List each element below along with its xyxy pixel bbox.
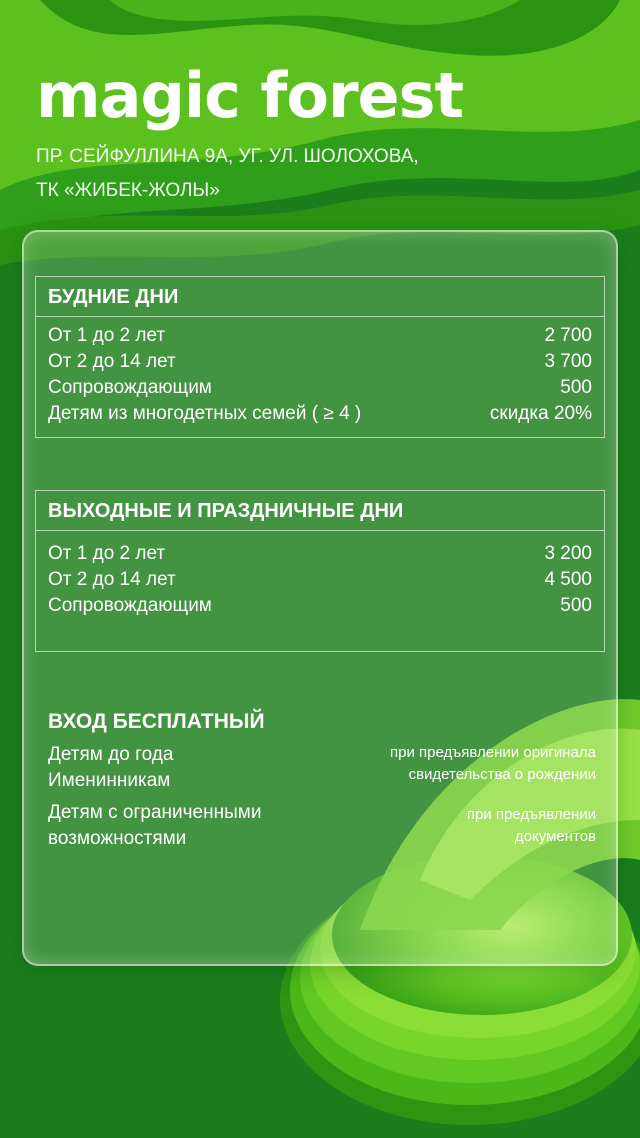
free-entry-section	[48, 706, 596, 852]
free-entry-heading: ВХОД БЕСПЛАТНЫЙ	[48, 710, 265, 733]
price-row	[36, 567, 604, 593]
price-row-value: 3 200	[544, 543, 592, 564]
price-row	[36, 349, 604, 375]
address	[36, 140, 596, 208]
free-entry-group	[48, 742, 596, 794]
price-row-value: 3 700	[544, 351, 592, 372]
weekends-price-box	[35, 490, 605, 652]
free-entry-note: документов	[514, 828, 596, 845]
address-line-2: ТК «ЖИБЕК-ЖОЛЫ»	[36, 180, 220, 201]
free-entry-group	[48, 800, 596, 852]
price-row-label: От 2 до 14 лет	[48, 351, 176, 372]
price-row-label: Сопровождающим	[48, 595, 212, 616]
price-row-value: 500	[560, 377, 592, 398]
free-entry-label: возможностями	[48, 828, 187, 849]
price-row-value: 2 700	[544, 325, 592, 346]
free-entry-label: Детям до года	[48, 744, 174, 765]
price-row	[36, 375, 604, 401]
price-row-label: От 1 до 2 лет	[48, 543, 166, 564]
free-entry-note: при предъявлении оригинала	[390, 744, 596, 761]
price-row-value: 500	[560, 595, 592, 616]
price-row-label: От 2 до 14 лет	[48, 569, 176, 590]
price-row	[36, 401, 604, 427]
weekdays-price-box	[35, 276, 605, 438]
price-row-label: От 1 до 2 лет	[48, 325, 166, 346]
price-row-label: Сопровождающим	[48, 377, 212, 398]
price-row-value: 4 500	[544, 569, 592, 590]
address-line-1: ПР. СЕЙФУЛЛИНА 9А, УГ. УЛ. ШОЛОХОВА,	[36, 146, 419, 167]
free-entry-label: Детям с ограниченными	[48, 802, 262, 823]
price-row	[36, 593, 604, 619]
price-row	[36, 541, 604, 567]
price-row	[36, 323, 604, 349]
price-row-value: скидка 20%	[489, 403, 592, 424]
free-entry-note: при предъявлении	[466, 806, 596, 823]
page-title: magic forest	[36, 59, 464, 132]
free-entry-note: свидетельства о рождении	[408, 766, 596, 783]
free-entry-label: Именинникам	[48, 770, 171, 791]
weekdays-heading: БУДНИЕ ДНИ	[36, 277, 604, 317]
price-row-label: Детям из многодетных семей ( ≥ 4 )	[48, 403, 362, 424]
weekends-heading: ВЫХОДНЫЕ И ПРАЗДНИЧНЫЕ ДНИ	[36, 491, 604, 531]
